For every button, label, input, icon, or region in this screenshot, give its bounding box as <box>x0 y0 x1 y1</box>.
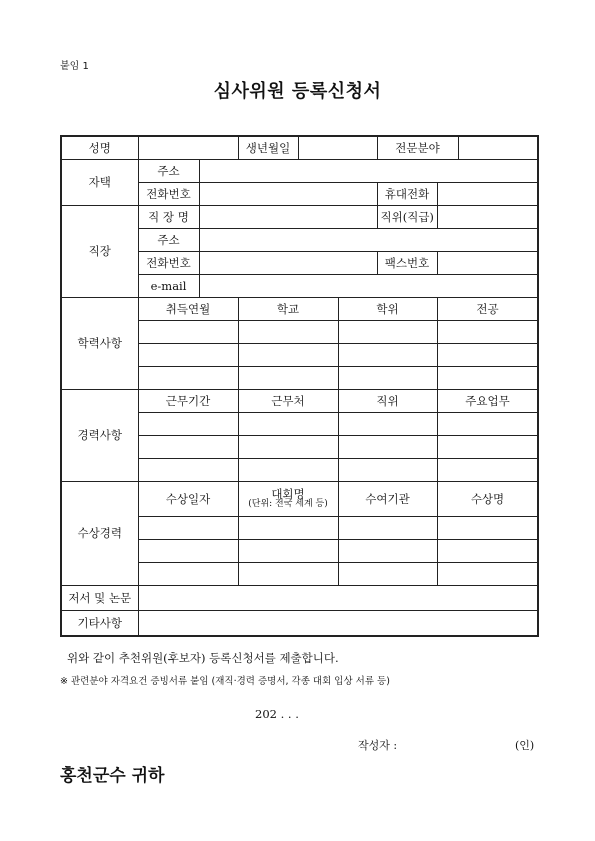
registration-form-table <box>60 135 539 637</box>
home-label: 자택 <box>61 160 138 206</box>
writer-label: 작성자 : <box>358 739 398 752</box>
education-cell[interactable] <box>238 344 338 367</box>
awards-label: 수상경력 <box>61 482 138 586</box>
email-label: e-mail <box>138 275 199 298</box>
others-label: 기타사항 <box>61 611 138 637</box>
work-label: 직장 <box>61 206 138 298</box>
career-cell[interactable] <box>138 459 238 482</box>
career-cell[interactable] <box>338 413 437 436</box>
awards-header-competition <box>238 482 338 517</box>
name-field[interactable] <box>138 136 238 160</box>
career-cell[interactable] <box>338 459 437 482</box>
declaration-text: 위와 같이 추천위원(후보자) 등록신청서를 제출합니다. <box>67 651 339 665</box>
work-phone-label: 전화번호 <box>138 252 199 275</box>
page-title: 심사위원 등록신청서 <box>213 81 382 102</box>
education-header: 취득연월 <box>138 298 238 321</box>
career-cell[interactable] <box>238 459 338 482</box>
work-address-field[interactable] <box>199 229 538 252</box>
career-header: 근무기간 <box>138 390 238 413</box>
email-field[interactable] <box>199 275 538 298</box>
education-cell[interactable] <box>338 344 437 367</box>
mobile-field[interactable] <box>437 183 538 206</box>
education-label: 학력사항 <box>61 298 138 390</box>
home-phone-label: 전화번호 <box>138 183 199 206</box>
career-cell[interactable] <box>338 436 437 459</box>
awards-header-competition-sub: (단위: 전국 세계 등) <box>248 499 328 510</box>
name-label: 성명 <box>61 136 138 160</box>
field-label: 전문분야 <box>377 136 458 160</box>
work-phone-field[interactable] <box>199 252 377 275</box>
awards-cell[interactable] <box>138 517 238 540</box>
education-cell[interactable] <box>437 367 538 390</box>
education-cell[interactable] <box>238 321 338 344</box>
awards-header-competition-title: 대회명 <box>271 486 305 501</box>
education-cell[interactable] <box>338 367 437 390</box>
education-cell[interactable] <box>238 367 338 390</box>
birth-label: 생년월일 <box>238 136 298 160</box>
field-field[interactable] <box>458 136 538 160</box>
home-address-field[interactable] <box>199 160 538 183</box>
home-phone-field[interactable] <box>199 183 377 206</box>
education-cell[interactable] <box>437 344 538 367</box>
home-address-label: 주소 <box>138 160 199 183</box>
position-field[interactable] <box>437 206 538 229</box>
fax-label: 팩스번호 <box>377 252 437 275</box>
work-address-label: 주소 <box>138 229 199 252</box>
seal-mark: (인) <box>515 739 535 752</box>
career-label: 경력사항 <box>61 390 138 482</box>
education-cell[interactable] <box>138 321 238 344</box>
supporting-documents-note: ※ 관련분야 자격요건 증빙서류 붙임 (재직·경력 증명서, 각종 대회 입상 서류 등) <box>60 676 390 687</box>
awards-cell[interactable] <box>238 563 338 586</box>
awards-cell[interactable] <box>238 517 338 540</box>
education-header: 전공 <box>437 298 538 321</box>
awards-cell[interactable] <box>437 563 538 586</box>
awards-header: 수상명 <box>437 482 538 517</box>
career-cell[interactable] <box>437 436 538 459</box>
education-cell[interactable] <box>437 321 538 344</box>
date-line: 202 . . . <box>255 707 299 721</box>
career-header: 주요업무 <box>437 390 538 413</box>
position-label: 직위(직급) <box>377 206 437 229</box>
awards-cell[interactable] <box>437 517 538 540</box>
workplace-label: 직 장 명 <box>138 206 199 229</box>
addressee: 홍천군수 귀하 <box>60 766 165 786</box>
awards-cell[interactable] <box>338 517 437 540</box>
career-header: 직위 <box>338 390 437 413</box>
career-header: 근무처 <box>238 390 338 413</box>
others-field[interactable] <box>138 611 538 637</box>
mobile-label: 휴대전화 <box>377 183 437 206</box>
awards-header: 수여기관 <box>338 482 437 517</box>
education-cell[interactable] <box>138 367 238 390</box>
education-header: 학교 <box>238 298 338 321</box>
awards-cell[interactable] <box>338 563 437 586</box>
birth-field[interactable] <box>298 136 377 160</box>
career-cell[interactable] <box>238 413 338 436</box>
education-cell[interactable] <box>138 344 238 367</box>
awards-cell[interactable] <box>138 540 238 563</box>
career-cell[interactable] <box>437 413 538 436</box>
publications-field[interactable] <box>138 586 538 611</box>
awards-cell[interactable] <box>338 540 437 563</box>
attachment-label: 붙임 1 <box>60 61 89 72</box>
awards-cell[interactable] <box>437 540 538 563</box>
awards-cell[interactable] <box>238 540 338 563</box>
publications-label: 저서 및 논문 <box>61 586 138 611</box>
awards-cell[interactable] <box>138 563 238 586</box>
career-cell[interactable] <box>138 436 238 459</box>
career-cell[interactable] <box>238 436 338 459</box>
career-cell[interactable] <box>138 413 238 436</box>
career-cell[interactable] <box>437 459 538 482</box>
education-header: 학위 <box>338 298 437 321</box>
fax-field[interactable] <box>437 252 538 275</box>
workplace-field[interactable] <box>199 206 377 229</box>
education-cell[interactable] <box>338 321 437 344</box>
awards-header: 수상일자 <box>138 482 238 517</box>
